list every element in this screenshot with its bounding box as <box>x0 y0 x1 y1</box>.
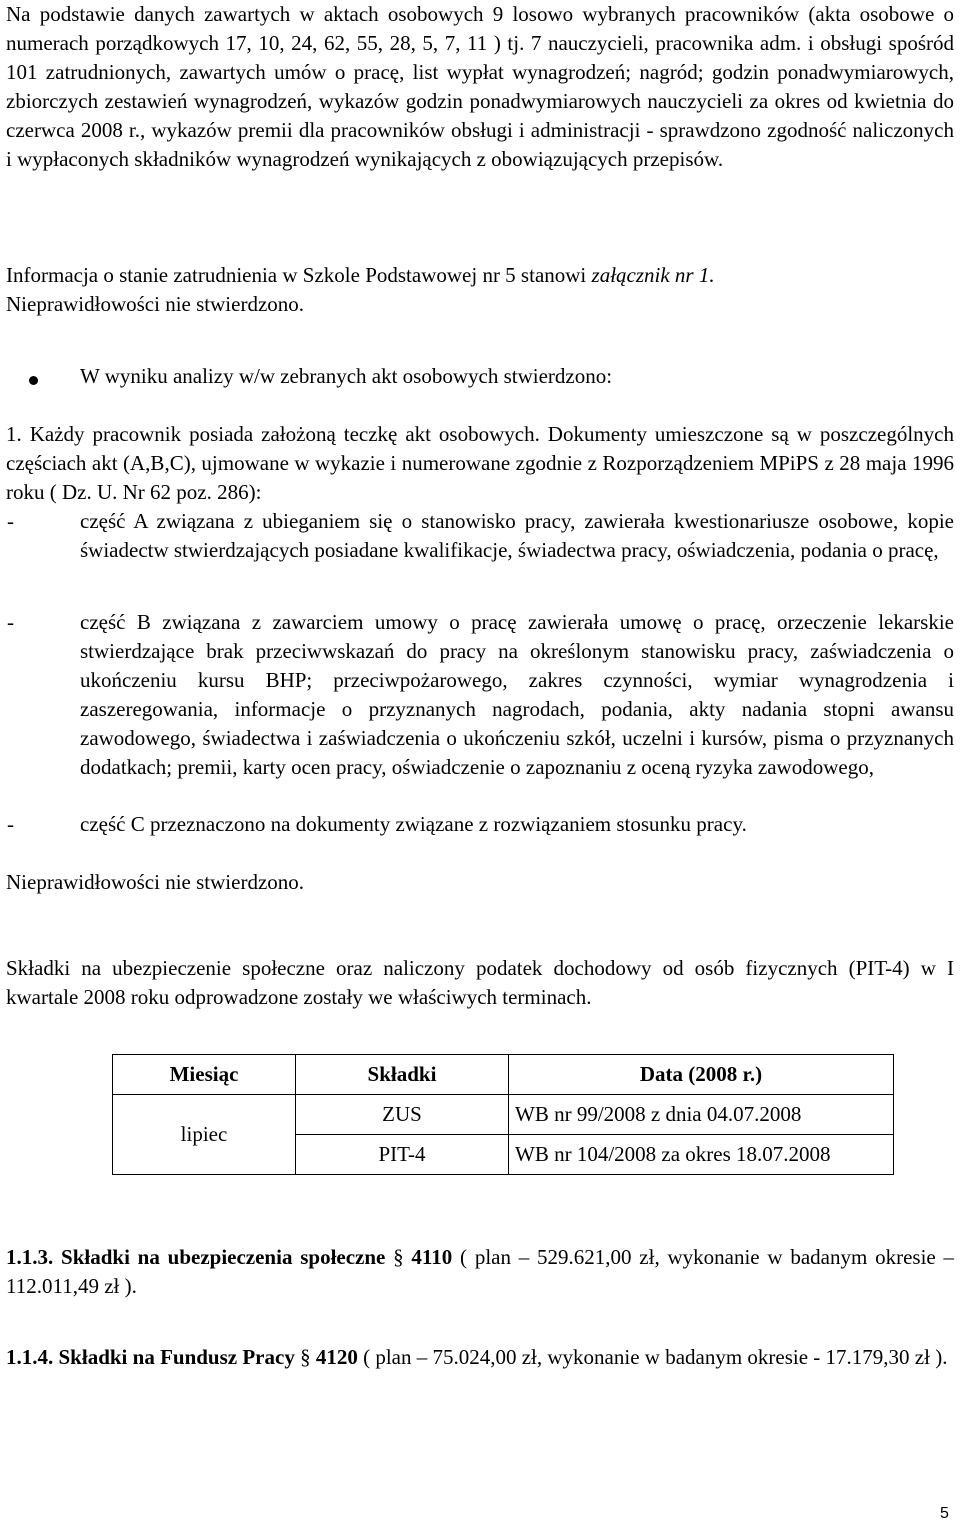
header-contributions: Składki <box>296 1055 509 1095</box>
section-1-1-4-code: 4120 <box>310 1345 358 1369</box>
bullet-text: W wyniku analizy w/w zebranych akt osobowych stwierdzono: <box>80 364 613 388</box>
bullet-icon <box>29 376 38 385</box>
contributions-paragraph: Składki na ubezpieczenie społeczne oraz naliczony podatek dochodowy od osób fizycznych (PIT-4) w I kwartale 2008 roku odprowadzone zostały we właściwych terminach. <box>6 956 954 1009</box>
header-date: Data (2008 r.) <box>509 1055 894 1095</box>
employment-info-text: Informacja o stanie zatrudnienia w Szkole Podstawowej nr 5 stanowi <box>6 263 592 287</box>
section-symbol: § <box>300 1345 311 1369</box>
section-1-1-4-title: 1.1.4. Składki na Fundusz Pracy <box>6 1345 301 1369</box>
personal-files-paragraph: 1. Każdy pracownik posiada założoną teczkę akt osobowych. Dokumenty umieszczone są w poszczególnych częściach akt (A,B,C), ujmowane w wykazie i numerowane zgodnie z Rozporządzeniem MPiPS z 28 maja 1996 roku ( Dz. U. Nr 62 poz. 286): <box>6 422 954 504</box>
part-a-description: część A związana z ubieganiem się o stanowisko pracy, zawierała kwestionariusze osobowe, kopie świadectw stwierdzających posiadane kwalifikacje, świadectwa pracy, oświadczenia, podania o pracę, <box>80 509 954 562</box>
intro-paragraph: Na podstawie danych zawartych w aktach osobowych 9 losowo wybranych pracowników (akta osobowe o numerach porządkowych 17, 10, 24, 62, 55, 28, 5, 7, 11 ) tj. 7 nauczycieli, pracownika adm. i obsługi spośród 101 zatrudnionych, zawartych umów o pracę, list wypłat wynagrodzeń; nagród; godzin ponadwymiarowych, zbiorczych zestawień wynagrodzeń, wykazów godzin ponadwymiarowych nauczycieli za okres od kwietnia do czerwca 2008 r., wykazów premii dla pracowników obsługi i administracji - sprawdzono zgodność naliczonych i wypłaconych składników wynagrodzeń wynikających z obowiązujących przepisów. <box>6 2 954 171</box>
attachment-reference: załącznik nr 1. <box>591 263 715 287</box>
contribution-cell: PIT-4 <box>296 1135 509 1175</box>
table-header-row <box>113 1055 894 1095</box>
no-irregularities-1: Nieprawidłowości nie stwierdzono. <box>6 292 305 316</box>
section-1-1-4-details: ( plan – 75.024,00 zł, wykonanie w badanym okresie - 17.179,30 zł ). <box>357 1345 948 1369</box>
part-c-description: część C przeznaczono na dokumenty związane z rozwiązaniem stosunku pracy. <box>80 812 747 836</box>
part-b-description: część B związana z zawarciem umowy o pracę zawierała umowę o pracę, orzeczenie lekarskie stwierdzające brak przeciwwskazań do pracy na określonym stanowisku pracy, zaświadczenia o ukończeniu kursu BHP; przeciwpożarowego, zakres czynności, wymiar wynagrodzenia i zaszeregowania, informacje o przyznanych nagrodach, podania, akty nadania stopni awansu zawodowego, świadectwa i zaświadczenia o ukończeniu szkół, uczelni i kursów, pisma o przyznanych dodatkach; premii, karty ocen pracy, oświadczenie o zapoznaniu z oceną ryzyka zawodowego, <box>80 610 954 779</box>
employment-info-paragraph <box>6 261 954 290</box>
dash-marker-b: - <box>7 610 14 634</box>
section-1-1-4 <box>6 1343 954 1372</box>
date-cell: WB nr 99/2008 z dnia 04.07.2008 <box>509 1095 894 1135</box>
date-cell: WB nr 104/2008 za okres 18.07.2008 <box>509 1135 894 1175</box>
contributions-table <box>112 1054 894 1175</box>
table-row <box>113 1095 894 1135</box>
dash-marker-a: - <box>7 509 14 533</box>
section-1-1-3-details: ( plan – 529.621,00 zł, wykonanie w badanym okresie – 112.011,49 zł ). <box>6 1245 955 1298</box>
contribution-cell: ZUS <box>296 1095 509 1135</box>
page-number: 5 <box>940 1505 949 1522</box>
section-1-1-3-code: 4110 <box>403 1245 453 1269</box>
section-1-1-3 <box>6 1243 954 1301</box>
dash-marker-c: - <box>7 812 14 836</box>
month-cell: lipiec <box>113 1095 296 1175</box>
section-symbol: § <box>393 1245 404 1269</box>
section-1-1-3-title: 1.1.3. Składki na ubezpieczenia społeczne <box>6 1245 394 1269</box>
header-month: Miesiąc <box>113 1055 296 1095</box>
no-irregularities-2: Nieprawidłowości nie stwierdzono. <box>6 870 305 894</box>
